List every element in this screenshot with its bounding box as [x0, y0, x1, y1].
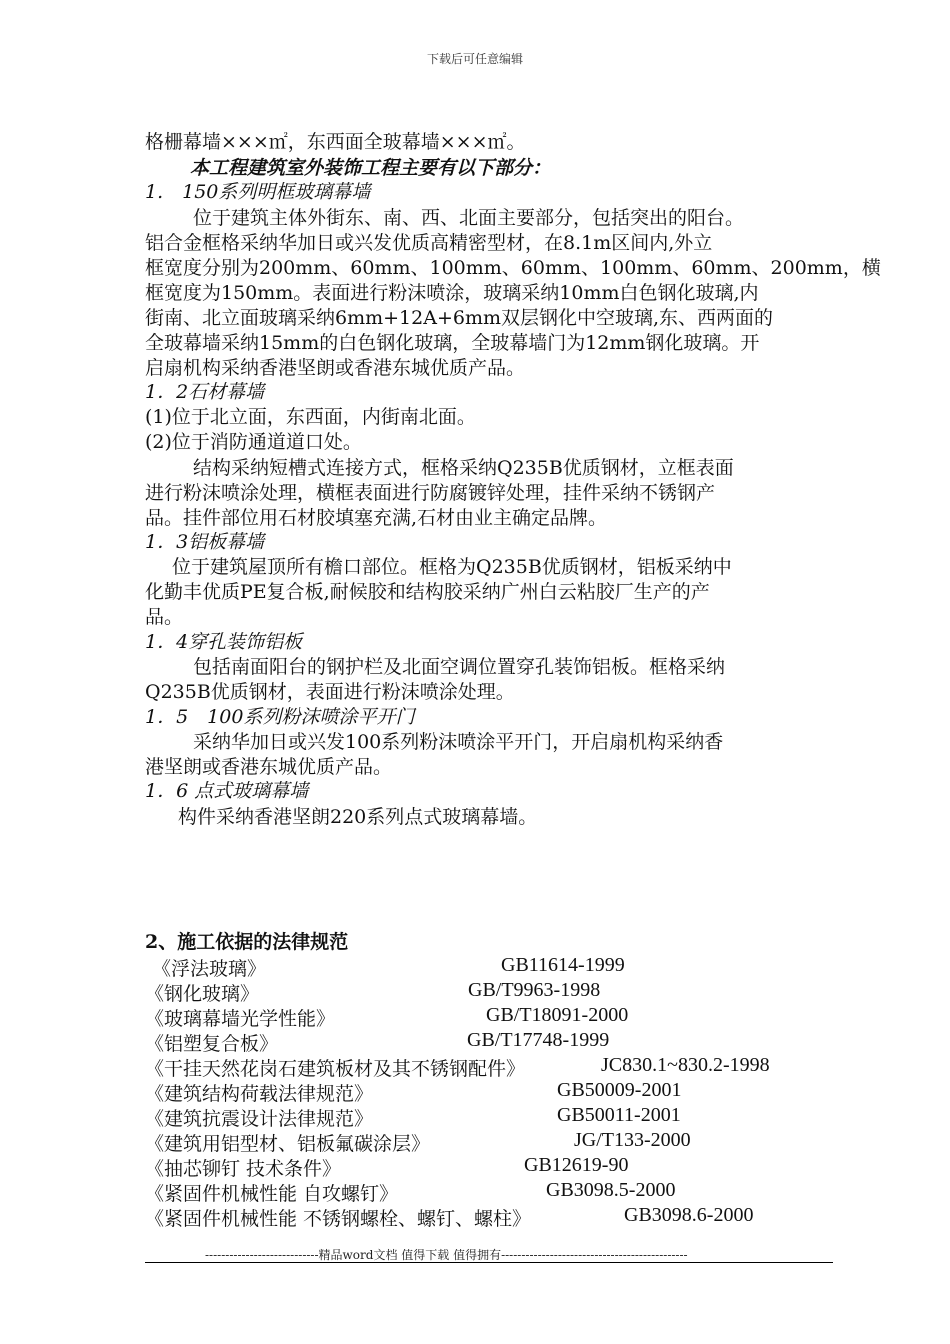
standard-name: 《干挂天然花岗石建筑板材及其不锈钢配件》 — [145, 1058, 526, 1080]
standard-name: 《抽芯铆钉 技术条件》 — [145, 1158, 342, 1180]
standard-code: GB3098.5-2000 — [546, 1179, 676, 1201]
paragraph-line: Q235B优质钢材，表面进行粉沫喷涂处理。 — [145, 681, 515, 703]
paragraph-line: 包括南面阳台的钢护栏及北面空调位置穿孔装饰铝板。框格采纳 — [193, 656, 726, 678]
standard-name: 《钢化玻璃》 — [145, 983, 260, 1005]
paragraph-line: 框宽度分别为200mm、60mm、100mm、60mm、100mm、60mm、200mm，横 — [145, 257, 881, 279]
paragraph-line: 启扇机构采纳香港坚朗或香港东城优质产品。 — [145, 357, 526, 379]
intro-text: 格栅幕墙×××㎡，东西面全玻幕墙×××㎡。 — [145, 131, 526, 153]
standard-name: 《浮法玻璃》 — [152, 958, 267, 980]
paragraph-line: 结构采纳短槽式连接方式，框格采纳Q235B优质钢材，立框表面 — [193, 457, 734, 479]
standard-code: GB/T17748-1999 — [467, 1029, 610, 1051]
list-item: (2)位于消防通道道口处。 — [145, 431, 362, 453]
standard-code: GB50011-2001 — [557, 1104, 681, 1126]
standard-name: 《紧固件机械性能 不锈钢螺栓、螺钉、螺柱》 — [145, 1208, 532, 1230]
footer-rule — [145, 1262, 833, 1263]
paragraph-line: 品。 — [145, 606, 184, 628]
page-footer: ----------------------------精品word文档 值得下载 值得拥有---------------------------------------------- — [205, 1248, 688, 1262]
subsection-1-heading: 1. 150系列明框玻璃幕墙 — [145, 181, 371, 203]
standard-name: 《玻璃幕墙光学性能》 — [145, 1008, 336, 1030]
section-2-heading: 2、施工依据的法律规范 — [145, 931, 349, 953]
standard-name: 《建筑用铝型材、铝板氟碳涂层》 — [145, 1133, 431, 1155]
paragraph-line: 铝合金框格采纳华加日或兴发优质高精密型材，在8.1m区间内,外立 — [145, 232, 713, 254]
paragraph-line: 街南、北立面玻璃采纳6mm+12A+6mm双层钢化中空玻璃,东、西两面的 — [145, 307, 774, 329]
paragraph-line: 位于建筑主体外街东、南、西、北面主要部分，包括突出的阳台。 — [193, 207, 745, 229]
standard-name: 《建筑抗震设计法律规范》 — [145, 1108, 374, 1130]
paragraph-line: 品。挂件部位用石材胶填塞充满,石材由业主确定品牌。 — [145, 507, 608, 529]
paragraph-line: 位于建筑屋顶所有檐口部位。框格为Q235B优质钢材，铝板采纳中 — [172, 556, 732, 578]
paragraph-line: 框宽度为150mm。表面进行粉沫喷涂，玻璃采纳10mm白色钢化玻璃,内 — [145, 282, 759, 304]
paragraph-line: 港坚朗或香港东城优质产品。 — [145, 756, 393, 778]
standard-name: 《铝塑复合板》 — [145, 1033, 279, 1055]
subsection-1-3-heading: 1．3铝板幕墙 — [145, 531, 265, 553]
paragraph-line: 化勤丰优质PE复合板,耐候胶和结构胶采纳广州白云粘胶厂生产的产 — [145, 581, 710, 603]
subsection-1-5-heading: 1．5 100系列粉沫喷涂平开门 — [145, 706, 415, 728]
standard-code: GB/T18091-2000 — [486, 1004, 629, 1026]
list-item: (1)位于北立面，东西面，内街南北面。 — [145, 406, 476, 428]
standard-name: 《紧固件机械性能 自攻螺钉》 — [145, 1183, 399, 1205]
standard-code: GB/T9963-1998 — [468, 979, 601, 1001]
page-header: 下载后可任意编辑 — [426, 52, 523, 66]
standard-name: 《建筑结构荷载法律规范》 — [145, 1083, 374, 1105]
standard-code: JG/T133-2000 — [574, 1129, 691, 1151]
paragraph-line: 进行粉沫喷涂处理，横框表面进行防腐镀锌处理，挂件采纳不锈钢产 — [145, 482, 716, 504]
standard-code: GB11614-1999 — [501, 954, 625, 976]
standard-code: GB3098.6-2000 — [624, 1204, 754, 1226]
standard-code: GB50009-2001 — [557, 1079, 682, 1101]
paragraph-line: 全玻幕墙采纳15mm的白色钢化玻璃，全玻幕墙门为12mm钢化玻璃。开 — [145, 332, 760, 354]
paragraph-line: 构件采纳香港坚朗220系列点式玻璃幕墙。 — [178, 806, 538, 828]
subsection-1-2-heading: 1．2石材幕墙 — [145, 381, 265, 403]
standard-code: JC830.1~830.2-1998 — [601, 1054, 770, 1076]
subsection-1-6-heading: 1．6 点式玻璃幕墙 — [145, 780, 309, 802]
paragraph-line: 采纳华加日或兴发100系列粉沫喷涂平开门，开启扇机构采纳香 — [193, 731, 724, 753]
section-1-heading: 本工程建筑室外装饰工程主要有以下部分： — [190, 157, 552, 179]
standard-code: GB12619-90 — [524, 1154, 629, 1176]
subsection-1-4-heading: 1．4穿孔装饰铝板 — [145, 631, 303, 653]
